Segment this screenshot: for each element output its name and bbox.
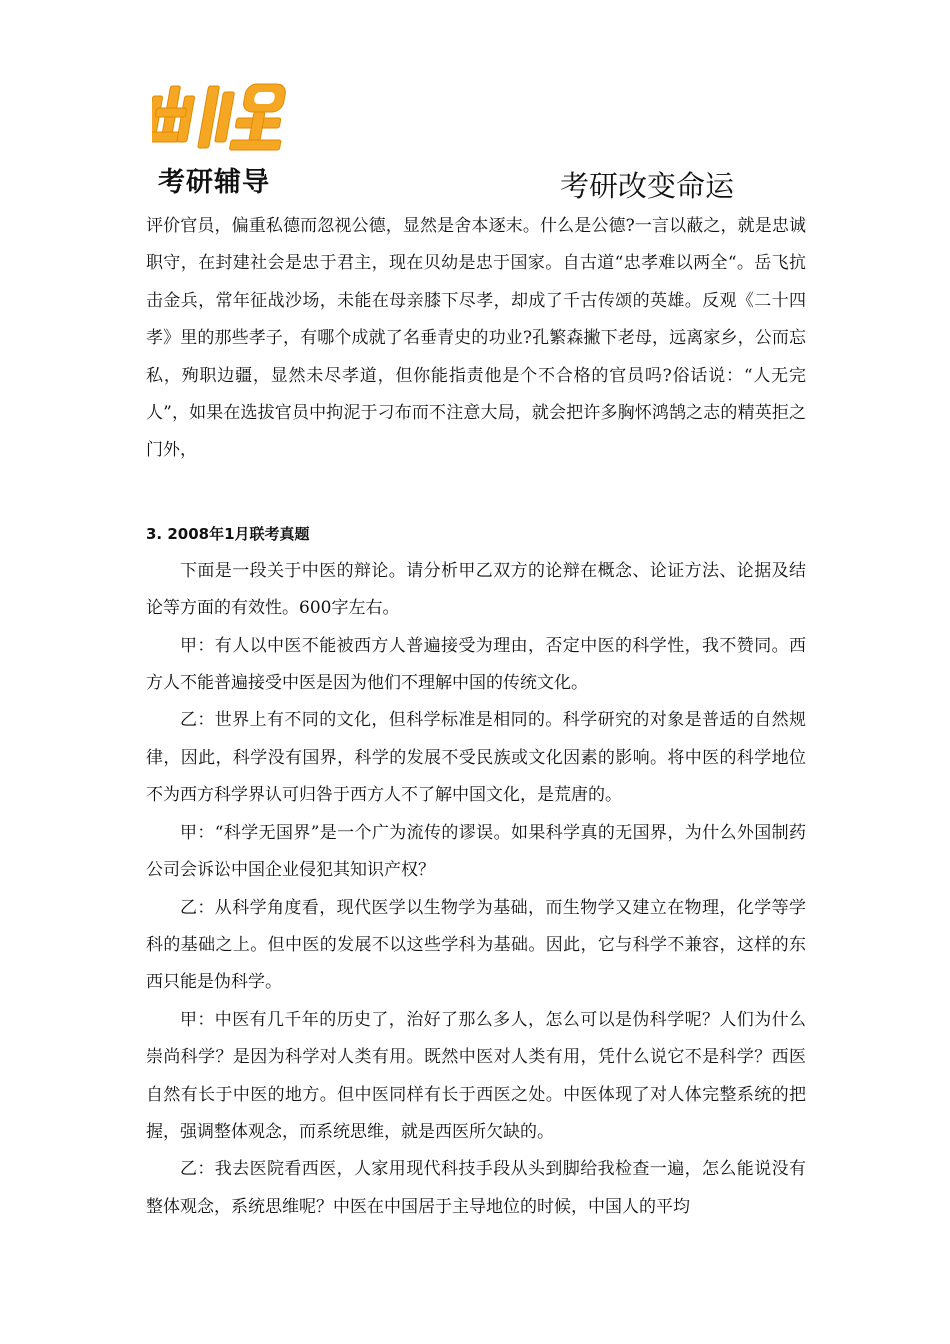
paragraph: 甲：有人以中医不能被西方人普遍接受为理由，否定中医的科学性，我不赞同。西方人不能普遍接受中医是因为他们不理解中国的传统文化。 <box>146 635 806 694</box>
paragraph: 乙：世界上有不同的文化，但科学标准是相同的。科学研究的对象是普适的自然规律，因此，科学没有国界，科学的发展不受民族或文化因素的影响。将中医的科学地位不为西方科学界认可归咎于西方人不了解中国文化，是荒唐的。 <box>146 710 806 806</box>
paragraph: 下面是一段关于中医的辩论。请分析甲乙双方的论辩在概念、论证方法、论据及结论等方面的有效性。600字左右。 <box>146 560 806 619</box>
kaicheng-logo-mark <box>152 78 302 158</box>
logo <box>148 78 308 200</box>
section-title: 3. 2008年1月联考真题 <box>146 524 310 543</box>
slogan: 考研改变命运 <box>560 169 735 203</box>
paragraph: 甲：中医有几千年的历史了，治好了那么多人，怎么可以是伪科学呢？人们为什么崇尚科学？是因为科学对人类有用。既然中医对人类有用，凭什么说它不是科学？西医自然有长于中医的地方。但中医同样有长于西医之处。中医体现了对人体完整系统的把握，强调整体观念，而系统思维，就是西医所欠缺的。 <box>146 1009 806 1142</box>
logo-subtitle: 考研辅导 <box>158 167 270 198</box>
intro-paragraph: 评价官员，偏重私德而忽视公德，显然是舍本逐末。什么是公德?一言以蔽之，就是忠诚职守，在封建社会是忠于君主，现在贝幼是忠于国家。自古道“忠孝难以两全“。岳飞抗击金兵，常年征战沙场，未能在母亲膝下尽孝，却成了千古传颂的英雄。反观《二十四孝》里的那些孝子，有哪个成就了名垂青史的功业?孔繁森撇下老母，远离家乡，公而忘私，殉职边疆，显然未尽孝道，但你能指责他是个不合格的官员吗?俗话说：“人无完人”，如果在选拔官员中拘泥于刁布而不注意大局，就会把许多胸怀鸿鹄之志的精英拒之门外， <box>146 216 806 461</box>
document-body <box>146 208 806 1226</box>
paragraph: 乙：我去医院看西医，人家用现代科技手段从头到脚给我检查一遍，怎么能说没有整体观念，系统思维呢？中医在中国居于主导地位的时候，中国人的平均 <box>146 1159 806 1217</box>
paragraph: 甲：“科学无国界”是一个广为流传的谬误。如果科学真的无国界，为什么外国制药公司会诉讼中国企业侵犯其知识产权？ <box>146 822 806 881</box>
paragraph: 乙：从科学角度看，现代医学以生物学为基础，而生物学又建立在物理，化学等学科的基础之上。但中医的发展不以这些学科为基础。因此，它与科学不兼容，这样的东西只能是伪科学。 <box>146 897 806 993</box>
